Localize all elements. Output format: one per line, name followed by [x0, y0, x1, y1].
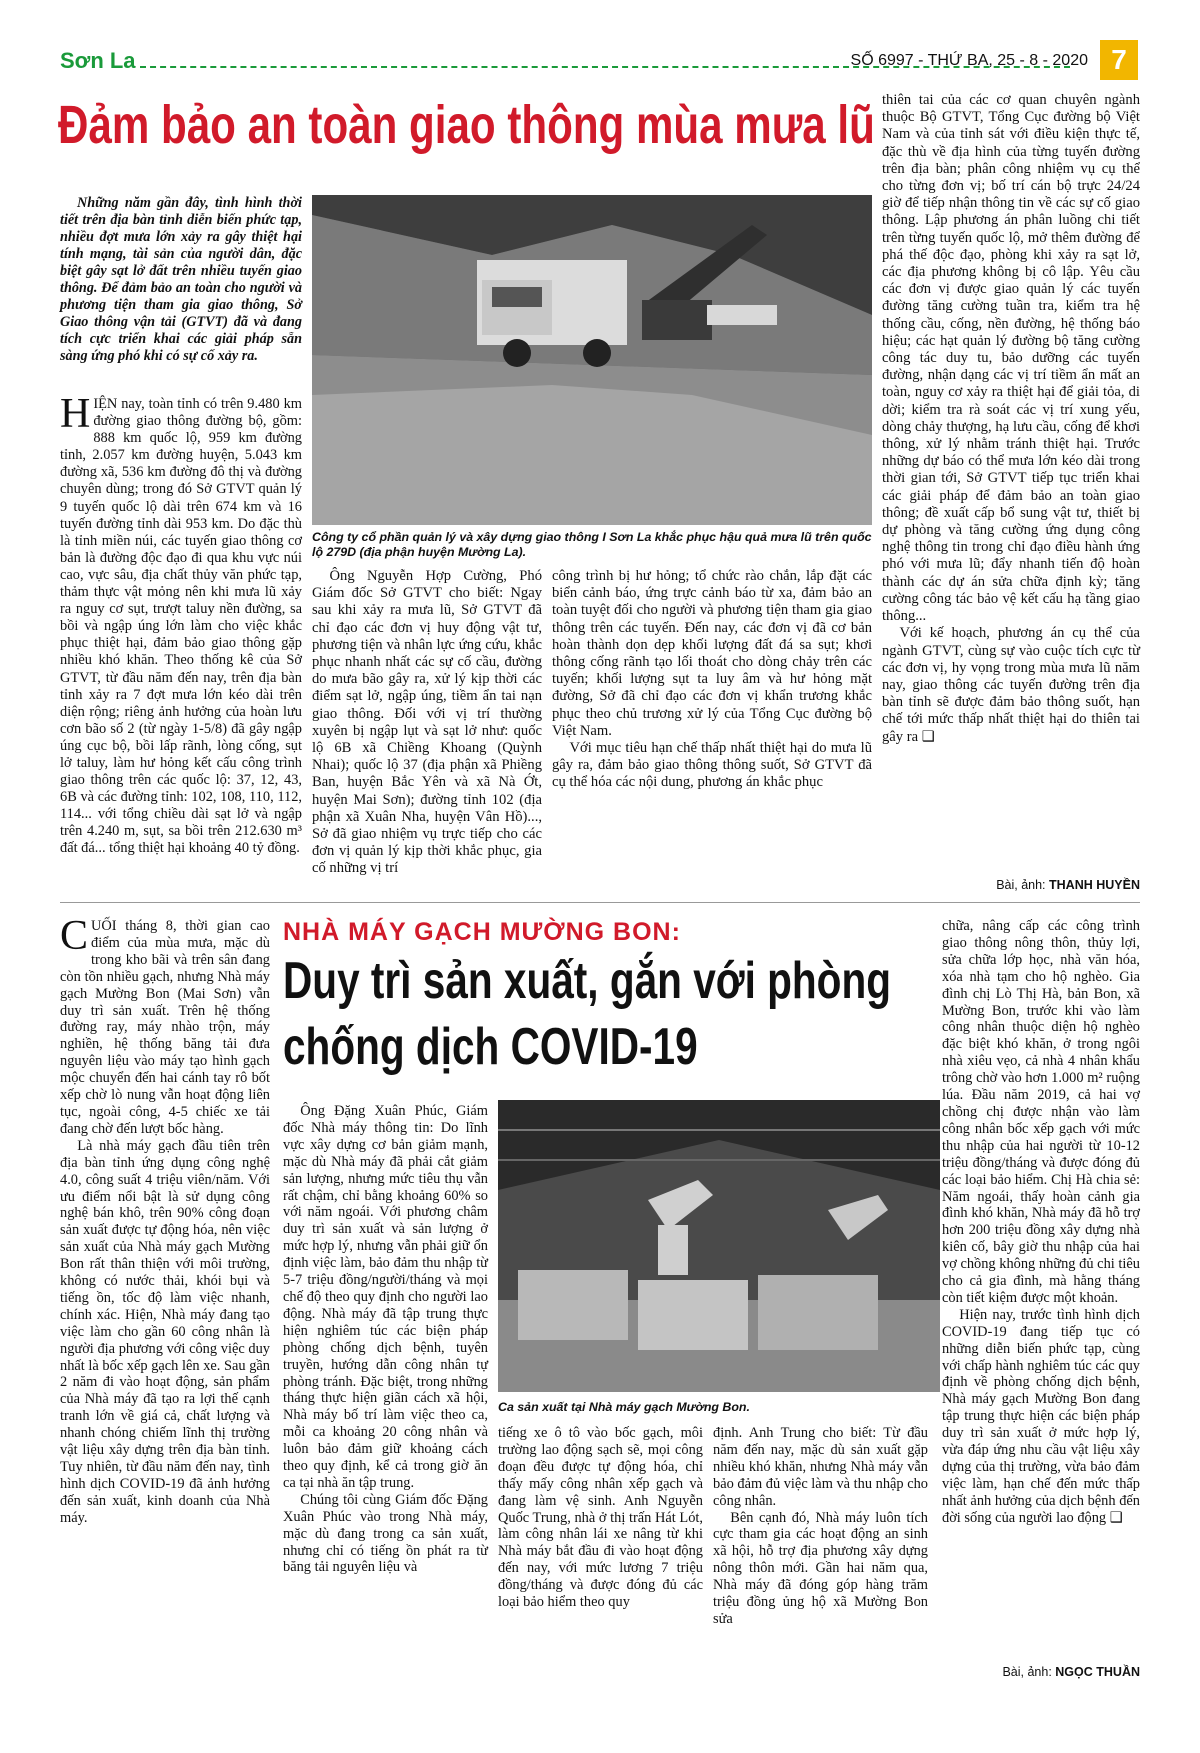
article1-col3-text-b: Với mục tiêu hạn chế thấp nhất thiệt hại do mưa lũ gây ra, đảm bảo giao thông thông suốt, Sở GTVT đã cụ thể hóa các nội dung, phương án khắc phục: [552, 740, 872, 791]
article2-col1-text-b: Là nhà máy gạch đầu tiên trên địa bàn tỉnh ứng dụng công nghệ 4.0, công suất 4 triệu viên/năm. Với ưu điểm nổi bật là sử dụng công nghệ bán khô, trên 90% công đoạn sản xuất được tự động hóa, nên việc sản xuất của Nhà máy gạch Mường Bon rất thân thiện với môi trường, không có nước thải, khói bụi và tiếng ồn, tốc độ làm việc nhanh, chính xác. Hiện, Nhà máy đang tạo việc làm cho gần 60 công nhân là người địa phương với công việc duy nhất là bốc xếp gạch lên xe. Sau gần 2 năm đi vào hoạt động, sản phẩm của Nhà máy đã tạo ra lợi thế cạnh tranh lớn về giá cả, chất lượng và nhanh chóng chiếm lĩnh thị trường vật liệu xây dựng trên địa bàn tỉnh. Tuy nhiên, từ đầu năm đến nay, tình hình dịch COVID-19 đã ảnh hưởng đến sản xuất, kinh doanh của Nhà máy.: [60, 1137, 270, 1526]
article-divider: [60, 902, 1140, 903]
article2-body-col4: [713, 1425, 928, 1628]
road-repair-photo: [312, 195, 872, 525]
article2-col4-text-a: định. Anh Trung cho biết: Từ đầu năm đến nay, mặc dù sản xuất gặp nhiều khó khăn, nhưng Nhà máy vẫn bảo đảm đủ việc làm và thu nhập cho công nhân.: [713, 1425, 928, 1509]
byline-author: NGỌC THUẦN: [1055, 1665, 1140, 1679]
issue-info: SỐ 6997 - THỨ BA, 25 - 8 - 2020: [850, 52, 1088, 69]
article2-col5-text-b: Hiện nay, trước tình hình dịch COVID-19 đang tiếp tục có những diễn biến phức tạp, cùng với chấp hành nghiêm túc các quy định về phòng chống dịch bệnh, Nhà máy gạch Mường Bon đang tập trung thực hiện các biện pháp duy trì sản xuất ở mức hợp lý, vừa đáp ứng nhu cầu vật liệu xây dựng của thị trường, vừa bảo đảm việc làm, hạn chế đến mức thấp nhất ảnh hưởng của dịch bệnh đến đời sống của người lao động ❑: [942, 1306, 1140, 1526]
article2-body-col5: [942, 918, 1140, 1527]
article2-col1-text-a: CUỐI tháng 8, thời gian cao điểm của mùa mưa, mặc dù trong kho bãi và trên sân đang còn tồn nhiều gạch, nhưng Nhà máy gạch Mường Bon (Mai Sơn) vẫn duy trì sản xuất. Trên hệ thống đường ray, máy nhào trộn, máy nghiền, hệ thống băng tải đưa nguyên liệu vào máy tạo hình gạch mộc chuyển đến hai cánh tay rô bốt xếp chờ lò nung vẫn hoạt động liên tục, ngoài công, 4-5 chiếc xe tải đang chờ đến lượt bốc hàng.: [60, 913, 270, 1137]
article2-body-col1: [60, 913, 270, 1527]
byline-label: Bài, ảnh:: [996, 878, 1046, 892]
article1-lead: Những năm gần đây, tình hình thời tiết trên địa bàn tỉnh diễn biến phức tạp, nhiều đợt mưa lớn xảy ra gây thiệt hại tính mạng, tài sản của người dân, đặc biệt gây sạt lở đất trên nhiều tuyến giao thông. Để đảm bảo an toàn cho người và phương tiện tham gia giao thông, Sở Giao thông vận tải (GTVT) đã và đang tích cực triển khai các giải pháp sẵn sàng ứng phó khi có sự cố xảy ra.: [60, 195, 302, 364]
truck-excavator-image: [312, 195, 872, 525]
page-number: 7: [1100, 40, 1138, 80]
article1-col3-text-a: công trình bị hư hỏng; tổ chức rào chắn, lắp đặt các biển cảnh báo, ứng trực cảnh báo từ xa, đảm bảo an toàn tuyệt đối cho người và phương tiện tham gia giao thông trên các tuyến. Đến nay, các đơn vị đã cơ bản hoàn thành dọn dẹp khối lượng đất đá sa sụt; khơi thông cống rãnh tạo lối thoát cho dòng chảy trên các tuyến; khối lượng sụt ta luy âm và hư hỏng mặt đường, Sở đã chỉ đạo các đơn vị khẩn trương khắc phục theo chủ trương xử lý của Tổng Cục đường bộ Việt Nam.: [552, 568, 872, 739]
article1-col4-text-a: thiên tai của các cơ quan chuyên ngành thuộc Bộ GTVT, Tổng Cục đường bộ Việt Nam và của tỉnh sát với điều kiện thực tế, đặc thù về địa hình của từng tuyến đường trên địa bàn; phân công nhiệm vụ cụ thể cho từng đơn vị; bố trí cán bộ trực 24/24 giờ để tiếp nhận thông tin về các sự cố giao thông. Lập phương án phân luồng chi tiết trên từng tuyến quốc lộ, mở thêm đường để phá thế độc đạo, phòng khi xảy ra sạt lở, các địa phương không bị cô lập. Yêu cầu các đơn vị được giao quản lý các tuyến đường tăng cường tuần tra, kiểm tra hệ thống cầu, cống, nền đường, hệ thống báo hiệu; các hạt quản lý đường bộ tăng cường công tác duy tu, bảo dưỡng các tuyến đường, nhận dạng các vị trí tiềm ẩn mất an toàn, nguy cơ xảy ra thiệt hại để giải tỏa, di dời; kiểm tra rà soát các vị trí xung yếu, dòng chảy thượng, hạ lưu cầu, cống để khơi thông, xử lý nhằm tránh thiệt hại. Trước những dự báo có thể mưa lớn kéo dài trong thời gian tới, Sở GTVT tiếp tục triển khai các giải pháp để đảm bảo an toàn giao thông; đề xuất cấp bổ sung vật tư, thiết bị dự phòng và tăng cường ứng dụng công nghệ thông tin trong chỉ đạo điều hành ứng phó với mưa lũ; đẩy nhanh tiến độ hoàn thành các dự án sửa chữa định kỳ; tăng cường công tác bảo vệ kết cấu hạ tầng giao thông...: [882, 92, 1140, 625]
article2-kicker: NHÀ MÁY GẠCH MƯỜNG BON:: [283, 918, 681, 946]
article2-col2-text-a: Ông Đặng Xuân Phúc, Giám đốc Nhà máy thông tin: Do lĩnh vực xây dựng cơ bản giảm mạnh, mặc dù Nhà máy đã phải cắt giảm sản lượng, nhưng mức tiêu thụ vẫn rất chậm, chỉ bằng khoảng 60% so với năm ngoái. Với phương châm duy trì sản xuất và sản lượng ở mức hợp lý, nhưng vẫn phải giữ ổn định việc làm, bảo đảm thu nhập từ 5-7 triệu đồng/người/tháng và mọi chế độ theo quy định cho người lao động. Nhà máy đã tập trung thực hiện nghiêm túc các biện pháp phòng chống dịch bệnh, tuyên truyền, hướng dẫn công nhân tự phòng tránh. Đặc biệt, trong những tháng thực hiện giãn cách xã hội, Nhà máy bố trí làm việc theo ca, mỗi ca khoảng 20 công nhân và luôn bảo đảm giữ khoảng cách theo quy định, kể cả trong giờ ăn ca tại nhà ăn tập trung.: [283, 1103, 488, 1491]
article2-col4-text-b: Bên cạnh đó, Nhà máy luôn tích cực tham gia các hoạt động an sinh xã hội, hỗ trợ địa phương xây dựng nông thôn mới. Gần hai năm qua, Nhà máy đã đóng góp hàng trăm triệu đồng ủng hộ xã Mường Bon sửa: [713, 1509, 928, 1627]
article2-col3-text: tiếng xe ô tô vào bốc gạch, môi trường lao động sạch sẽ, mọi công đoạn đều được tự động hóa, chỉ thấy mấy công nhân xếp gạch và đang làm vệ sinh. Anh Nguyễn Quốc Trung, nhà ở thị trấn Hát Lót, làm công nhân lái xe nâng từ khi Nhà máy bắt đầu đi vào hoạt động đến nay, với mức lương 7 triệu đồng/tháng và được đóng đủ các loại bảo hiểm theo quy: [498, 1425, 703, 1611]
article2-byline: [942, 1665, 1140, 1679]
factory-image: [498, 1100, 940, 1392]
article1-body-col2: [312, 568, 542, 878]
article1-body-col3: [552, 568, 872, 792]
article2-col2-text-b: Chúng tôi cùng Giám đốc Đặng Xuân Phúc vào trong Nhà máy, mặc dù đang trong ca sản xuất, nhưng chỉ có tiếng ồn phát ra từ băng tải nguyên liệu và: [283, 1491, 488, 1576]
article2-photo-caption: Ca sản xuất tại Nhà máy gạch Mường Bon.: [498, 1400, 750, 1414]
byline-label: Bài, ảnh:: [1002, 1665, 1052, 1679]
article1-title: Đảm bảo an toàn giao thông mùa mưa lũ: [58, 95, 875, 155]
brick-factory-photo: [498, 1100, 940, 1392]
article2-col5-text-a: chữa, nâng cấp các công trình giao thông nông thôn, thủy lợi, sửa chữa lớp học, nhà văn hóa, xóa nhà tạm cho hộ nghèo. Gia đình chị Lò Thị Hà, bản Bon, xã Mường Bon, trước khi vào làm công nhân thuộc diện hộ nghèo đặc biệt khó khăn, ở trong ngôi nhà xiêu vẹo, cả nhà 4 nhân khẩu trông chờ vào hơn 1.000 m² ruộng lúa. Đầu năm 2019, cả hai vợ chồng chị được nhận vào làm công nhân bốc xếp gạch với mức thu nhập của hai người từ 10-12 triệu đồng/tháng và được đóng đủ các loại bảo hiểm. Chị Hà chia sẻ: Năm ngoái, thấy hoàn cảnh gia đình khó khăn, Nhà máy đã hỗ trợ hơn 200 triệu đồng xây dựng nhà kiên cố, bây giờ thu nhập của hai vợ chồng không những đủ chi tiêu cho cả gia đình, mà hằng tháng còn tiết kiệm được một khoản.: [942, 918, 1140, 1306]
article2-title: Duy trì sản xuất, gắn với phòng chống dịch COVID-19: [283, 952, 892, 1076]
article1-col2-text: Ông Nguyễn Hợp Cường, Phó Giám đốc Sở GTVT cho biết: Ngay sau khi xảy ra mưa lũ, Sở GTVT đã chỉ đạo các đơn vị huy động vật tư, phương tiện và nhân lực ứng cứu, khắc phục nhanh nhất các sự cố cầu, đường do mưa bão gây ra, xử lý kịp thời các điểm sạt lở, ngập úng, tiềm ẩn tai nạn giao thông. Đối với vị trí thường xuyên bị ngập lụt và sạt lở như: quốc lộ 6B xã Chiềng Khoang (Quỳnh Nhai); quốc lộ 37 (địa phận xã Phiềng Ban, huyện Bắc Yên và xã Nà Ớt, huyện Mai Sơn); đường tỉnh 102 (địa phận xã Xuân Nha, huyện Vân Hồ)..., Sở đã giao nhiệm vụ trực tiếp cho các đơn vị quản lý kịp thời khắc phục, gia cố những vị trí: [312, 568, 542, 877]
section-label: Sơn La: [60, 48, 136, 73]
article1-col4-text-b: Với kế hoạch, phương án cụ thể của ngành GTVT, cùng sự vào cuộc tích cực từ các đơn vị, hy vọng trong mùa mưa lũ năm nay, giao thông các tuyến đường trên địa bàn tỉnh sẽ được đảm bảo thông suốt, hạn chế tới mức thấp nhất thiệt hại do thiên tai gây ra ❑: [882, 625, 1140, 745]
article1-photo-caption: Công ty cổ phần quản lý và xây dựng giao thông I Sơn La khắc phục hậu quả mưa lũ trên quốc lộ 279D (địa phận huyện Mường La).: [312, 530, 872, 559]
article1-body-col4: [882, 92, 1140, 746]
article2-body-col2: [283, 1103, 488, 1576]
article1-byline: [882, 878, 1140, 892]
article1-body-col1: HIỆN nay, toàn tỉnh có trên 9.480 km đường giao thông đường bộ, gồm: 888 km quốc lộ, 959 km đường tỉnh, 2.057 km đường huyện, 5.043 km đường xã, 536 km đường đô thị và đường chuyên dùng; trong đó Sở GTVT quản lý 9 tuyến quốc lộ dài trên 674 km và 16 tuyến đường tỉnh dài 953 km. Do đặc thù là tỉnh miền núi, các tuyến giao thông cơ bản là đường độc đạo đi qua khu vực núi cao, vực sâu, địa chất thủy văn phức tạp, thảm thực vật mỏng nên khi mưa lũ xảy ra nguy cơ sụt, trượt taluy nền đường, sa bồi và ngập úng lớn làm cho việc khắc phục thiệt hại, đảm bảo giao thông gặp nhiều khó khăn. Theo thống kê của Sở GTVT, từ đầu năm đến nay, trên địa bàn tỉnh xảy ra 7 đợt mưa lớn kéo dài trên diện rộng; riêng ảnh hưởng của hoàn lưu cơn bão số 2 (từ ngày 1-5/8) đã gây ngập úng cục bộ, bồi lấp rãnh, lòng cống, sụt lở taluy, làm hư hỏng kết cấu công trình giao thông trên các quốc lộ: 37, 12, 43, 6B và các đường tỉnh: 102, 108, 110, 112, 114... với tổng chiều dài sạt lở và ngập trên 4.240 m, sụt, sa bồi trên 212.630 m³ đất đá... tổng thiệt hại khoảng 40 tỷ đồng.: [60, 391, 302, 857]
byline-author: THANH HUYỀN: [1049, 878, 1140, 892]
article2-body-col3: [498, 1425, 703, 1611]
